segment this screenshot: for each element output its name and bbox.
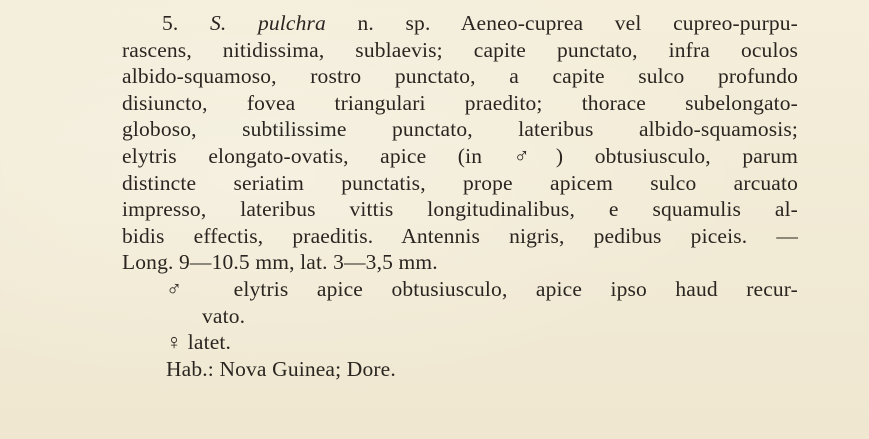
species-status: n. sp. xyxy=(357,11,431,35)
description-line-1 xyxy=(122,10,798,37)
species-description xyxy=(122,10,798,382)
description-line-7: distincte seriatim punctatis, prope apicem sulco arcuato xyxy=(122,170,798,195)
description-line-6: elytris elongato-ovatis, apice (in ♂) obtusiusculo, parum xyxy=(122,143,798,168)
description-text-1: Aeneo-cuprea vel cupreo-purpu- xyxy=(460,11,798,35)
habitat-line: Hab.: Nova Guinea; Dore. xyxy=(166,356,396,381)
description-line-9: bidis effectis, praeditis. Antennis nigris, pedibus piceis. — xyxy=(122,223,798,248)
description-line-4: disiuncto, fovea triangulari praedito; thorace subelongato- xyxy=(122,90,798,115)
description-line-5: globoso, subtilissime punctato, lateribus albido-squamosis; xyxy=(122,117,798,142)
female-note: ♀ latet. xyxy=(166,330,232,355)
species-name: S. pulchra xyxy=(210,11,326,35)
species-number: 5. xyxy=(162,11,179,35)
length-measurement: Long. 9—10.5 mm, lat. 3—3,5 mm. xyxy=(122,250,438,275)
male-note-line-1: ♂ elytris apice obtusiusculo, apice ipso haud recur- xyxy=(166,276,798,301)
description-line-8: impresso, lateribus vittis longitudinalibus, e squamulis al- xyxy=(122,197,798,222)
description-line-3: albido-squamoso, rostro punctato, a capite sulco profundo xyxy=(122,64,798,89)
male-note-line-2: vato. xyxy=(202,303,246,328)
description-line-2: rascens, nitidissima, sublaevis; capite punctato, infra oculos xyxy=(122,37,798,62)
